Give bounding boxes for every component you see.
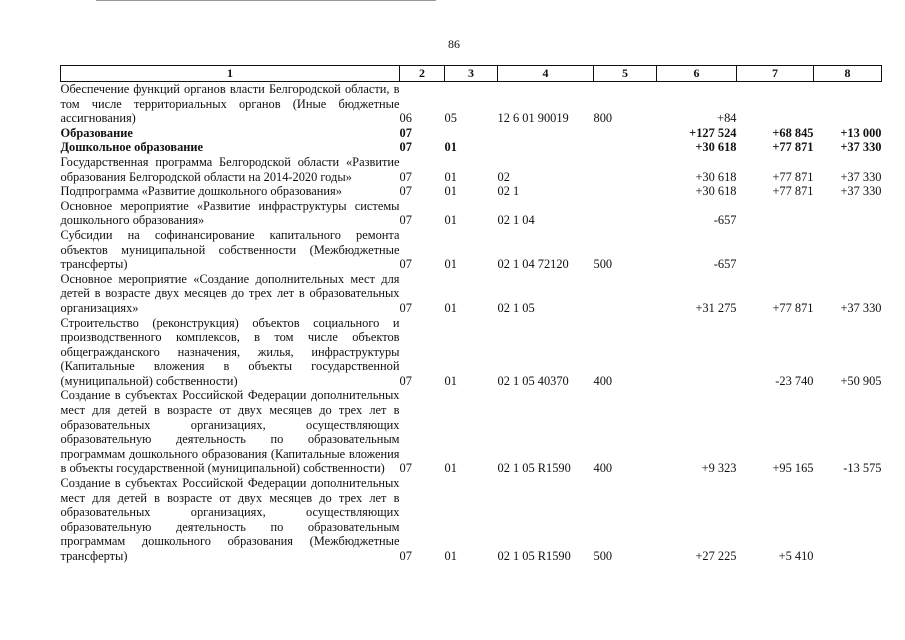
expense-type-code: 400 — [593, 461, 613, 476]
row-description: Строительство (реконструкция) объектов социального и производственного комплексов, в том числе объектов общегражданского назначения, жилья, инфраструктуры (Капитальные вложения в объекты государственной (муниципальной) собственности) — [60, 315, 400, 388]
header-cell: 5 — [594, 66, 657, 82]
table-row — [61, 126, 882, 141]
amount-col8 — [814, 228, 882, 272]
row-description: Обеспечение функций органов власти Белгородской области, в том числе территориальных органов (Иные бюджетные ассигнования) — [60, 82, 400, 126]
amount-col7 — [737, 82, 814, 126]
header-cell: 6 — [657, 66, 737, 82]
amount-col6: +127 524 — [689, 125, 737, 140]
expense-type-code: 500 — [593, 257, 613, 272]
amount-col7: +77 871 — [772, 300, 814, 315]
amount-col7: +77 871 — [772, 184, 814, 199]
header-cell: 2 — [400, 66, 445, 82]
expense-type-code: 800 — [593, 111, 613, 126]
amount-col7: +95 165 — [772, 461, 814, 476]
row-description: Создание в субъектах Российской Федерации дополнительных мест для детей в возрасте от двух месяцев до трех лет в образовательных организациях, осуществляющих образовательную деятельность по образовательным программам дошкольного образования (Капитальные вложения в объекты государственной (муниципальной) собственности) — [60, 388, 400, 476]
expense-type-code — [594, 140, 657, 155]
amount-col6: -657 — [713, 213, 737, 228]
table-row — [61, 228, 882, 272]
section-code: 07 — [399, 257, 412, 272]
amount-col6: +84 — [717, 111, 737, 126]
table-row — [61, 388, 882, 476]
section-code: 07 — [399, 184, 412, 199]
section-code: 07 — [399, 140, 412, 155]
amount-col6: -657 — [713, 257, 737, 272]
target-article-code — [498, 126, 594, 141]
table-row — [61, 476, 882, 564]
target-article-code: 02 1 04 — [497, 213, 535, 228]
amount-col6 — [657, 316, 737, 389]
subsection-code: 01 — [444, 373, 457, 388]
amount-col6: +30 618 — [695, 140, 737, 155]
amount-col8 — [814, 82, 882, 126]
subsection-code: 01 — [444, 549, 457, 563]
row-description: Субсидии на софинансирование капитального ремонта объектов муниципальной собственности (Межбюджетные трансферты) — [60, 227, 400, 272]
expense-type-code — [594, 126, 657, 141]
target-article-code: 02 1 05 40370 — [497, 373, 569, 388]
section-code: 07 — [399, 461, 412, 476]
subsection-code: 01 — [444, 300, 457, 315]
amount-col8: +37 330 — [840, 140, 882, 155]
subsection-code — [445, 126, 498, 141]
target-article-code: 02 1 05 R1590 — [497, 549, 571, 563]
expense-type-code — [594, 272, 657, 316]
amount-col8: -13 575 — [843, 461, 882, 476]
amount-col8: +13 000 — [840, 125, 882, 140]
subsection-code: 01 — [444, 169, 457, 184]
header-cell: 3 — [445, 66, 498, 82]
section-code: 07 — [399, 549, 412, 563]
amount-col6: +30 618 — [695, 169, 737, 184]
subsection-code: 01 — [444, 140, 457, 155]
amount-col7: +5 410 — [778, 549, 814, 563]
amount-col7: -23 740 — [775, 373, 814, 388]
table-row — [61, 272, 882, 316]
target-article-code: 02 — [497, 169, 510, 184]
amount-col8: +50 905 — [840, 373, 882, 388]
subsection-code: 01 — [444, 257, 457, 272]
amount-col8: +37 330 — [840, 169, 882, 184]
amount-col6: +31 275 — [695, 300, 737, 315]
expense-type-code: 500 — [593, 549, 613, 563]
section-code: 07 — [399, 125, 412, 140]
target-article-code: 02 1 05 — [497, 300, 535, 315]
table-row — [61, 140, 882, 155]
amount-col8 — [814, 199, 882, 228]
page-number: 86 — [448, 37, 460, 51]
section-code: 07 — [399, 300, 412, 315]
table-row — [61, 155, 882, 184]
expense-type-code: 400 — [593, 373, 613, 388]
amount-col8 — [814, 476, 882, 564]
amount-col6: +27 225 — [695, 549, 737, 563]
target-article-code: 02 1 05 R1590 — [497, 461, 571, 476]
table-row — [61, 316, 882, 389]
header-cell: 7 — [737, 66, 814, 82]
subsection-code: 01 — [444, 184, 457, 199]
header-cell: 1 — [61, 66, 400, 82]
scan-artifact-line — [96, 0, 436, 1]
subsection-code: 05 — [444, 111, 457, 126]
row-description: Основное мероприятие «Создание дополнительных мест для детей в возрасте двух месяцев до трех лет в образовательных организациях» — [60, 271, 400, 315]
amount-col6: +9 323 — [701, 461, 737, 476]
amount-col8: +37 330 — [840, 184, 882, 199]
budget-table — [60, 65, 882, 564]
target-article-code: 02 1 — [497, 184, 520, 199]
expense-type-code — [594, 155, 657, 184]
amount-col7 — [737, 199, 814, 228]
target-article-code: 02 1 04 72120 — [497, 257, 569, 272]
amount-col8: +37 330 — [840, 300, 882, 315]
table-row — [61, 184, 882, 199]
amount-col6: +30 618 — [695, 184, 737, 199]
section-code: 07 — [399, 169, 412, 184]
subsection-code: 01 — [444, 461, 457, 476]
section-code: 07 — [399, 213, 412, 228]
section-code: 07 — [399, 373, 412, 388]
header-cell: 4 — [498, 66, 594, 82]
target-article-code — [498, 140, 594, 155]
row-description: Дошкольное образование — [60, 140, 204, 155]
header-cell: 8 — [814, 66, 882, 82]
amount-col7: +68 845 — [772, 125, 814, 140]
amount-col7: +77 871 — [772, 140, 814, 155]
table-header-row — [61, 66, 882, 82]
row-description: Образование — [60, 125, 133, 140]
section-code: 06 — [399, 111, 412, 126]
table-row — [61, 199, 882, 228]
amount-col7 — [737, 228, 814, 272]
expense-type-code — [594, 184, 657, 199]
row-description: Основное мероприятие «Развитие инфраструктуры системы дошкольного образования» — [60, 198, 400, 228]
row-description: Государственная программа Белгородской области «Развитие образования Белгородской области на 2014-2020 годы» — [60, 154, 400, 184]
row-description: Подпрограмма «Развитие дошкольного образования» — [60, 184, 342, 199]
subsection-code: 01 — [444, 213, 457, 228]
expense-type-code — [594, 199, 657, 228]
target-article-code: 12 6 01 90019 — [497, 111, 569, 126]
table-row — [61, 82, 882, 126]
amount-col7: +77 871 — [772, 169, 814, 184]
row-description: Создание в субъектах Российской Федерации дополнительных мест для детей в возрасте от двух месяцев до трех лет в образовательных организациях, осуществляющих образовательную деятельность по образовательным программам дошкольного образования (Межбюджетные трансферты) — [60, 476, 400, 563]
